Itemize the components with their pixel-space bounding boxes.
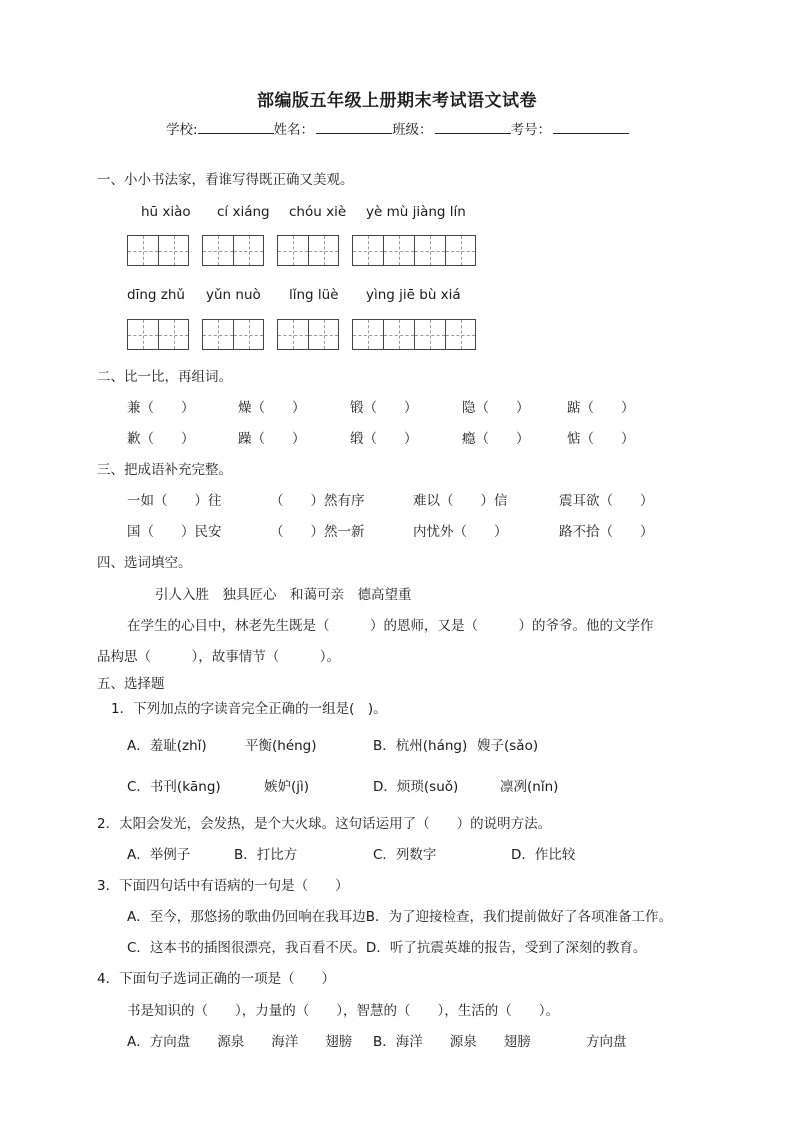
pinyin: yè mù jiàng lín	[366, 204, 466, 220]
option-a[interactable]: A．羞耻(zhǐ)	[127, 738, 207, 754]
idiom: 难以（ ）信	[413, 493, 508, 509]
question-4: 4．下面句子选词正确的一项是（ ）	[97, 971, 336, 987]
class-blank[interactable]	[435, 121, 511, 134]
name-label: 姓名：	[273, 122, 315, 138]
pinyin: dīng zhǔ	[127, 287, 185, 303]
option-a-word2: 平衡(héng)	[245, 738, 317, 754]
section3-heading: 三、把成语补充完整。	[97, 462, 232, 478]
writing-grid[interactable]	[127, 235, 189, 266]
idiom: 国（ ）民安	[127, 524, 222, 540]
word-pair: 瘾（ ）	[462, 431, 530, 447]
writing-grid[interactable]	[352, 235, 476, 266]
writing-grid[interactable]	[202, 235, 264, 266]
idiom: 一如（ ）往	[127, 493, 222, 509]
option-b[interactable]: B．海洋 源泉 翅膀	[373, 1034, 531, 1050]
option-d[interactable]: D．烦琐(suǒ)	[373, 779, 459, 795]
option-a[interactable]: A．方向盘 源泉 海洋 翅膀	[127, 1034, 353, 1050]
writing-grid[interactable]	[352, 319, 476, 350]
pinyin: yǔn nuò	[206, 287, 261, 303]
option-b[interactable]: B．杭州(háng)	[373, 738, 468, 754]
word-pair: 缎（ ）	[350, 431, 418, 447]
question-2: 2．太阳会发光，会发热，是个大火球。这句话运用了（ ）的说明方法。	[97, 816, 552, 832]
option-d[interactable]: D．作比较	[511, 847, 576, 863]
question-4-sentence: 书是知识的（ ），力量的（ ），智慧的（ ），生活的（ ）。	[127, 1003, 559, 1019]
idiom: 内忧外（ ）	[413, 524, 508, 540]
idiom: 路不拾（ ）	[559, 524, 654, 540]
number-label: 考号：	[510, 122, 552, 138]
idiom: （ ）然有序	[270, 493, 365, 509]
question-3: 3．下面四句话中有语病的一句是（ ）	[97, 878, 349, 894]
number-blank[interactable]	[553, 121, 629, 134]
option-c-word2: 嫉妒(jì)	[264, 779, 310, 795]
idiom: 震耳欲（ ）	[559, 493, 654, 509]
section1-heading: 一、小小书法家，看谁写得既正确又美观。	[97, 172, 354, 188]
pinyin: chóu xiè	[289, 204, 347, 220]
options-cd[interactable]: C．这本书的插图很漂亮，我百看不厌。D．听了抗震英雄的报告，受到了深刻的教育。	[127, 940, 647, 956]
student-info-line	[166, 118, 629, 138]
pinyin: hū xiào	[141, 204, 191, 220]
word-bank: 引人入胜 独具匠心 和蔼可亲 德高望重	[155, 587, 412, 603]
option-c[interactable]: C．列数字	[373, 847, 437, 863]
word-pair: 隐（ ）	[462, 400, 530, 416]
name-blank[interactable]	[316, 121, 392, 134]
word-pair: 兼（ ）	[127, 400, 195, 416]
page-title: 部编版五年级上册期末考试语文试卷	[257, 91, 537, 111]
option-a[interactable]: A．举例子	[127, 847, 191, 863]
pinyin: cí xiáng	[217, 204, 270, 220]
option-b[interactable]: B．打比方	[234, 847, 298, 863]
word-pair: 燥（ ）	[238, 400, 306, 416]
pinyin: lǐng lüè	[289, 287, 339, 303]
word-pair: 锻（ ）	[350, 400, 418, 416]
writing-grid[interactable]	[202, 319, 264, 350]
word-pair: 歉（ ）	[127, 431, 195, 447]
school-label: 学校:	[166, 122, 198, 138]
option-d-word2: 凛冽(nǐn)	[500, 779, 559, 795]
writing-grid[interactable]	[277, 235, 339, 266]
options-ab[interactable]: A．至今，那悠扬的歌曲仍回响在我耳边B．为了迎接检查，我们提前做好了各项准备工作。	[127, 909, 672, 925]
word-pair: 踮（ ）	[567, 400, 635, 416]
option-b-word4: 方向盘	[586, 1034, 627, 1050]
question-1: 1．下列加点的字读音完全正确的一组是( )。	[111, 701, 387, 717]
word-pair: 躁（ ）	[238, 431, 306, 447]
class-label: 班级：	[392, 122, 433, 138]
option-b-word2: 嫂子(sǎo)	[477, 738, 539, 754]
fill-sentence: 品构思（ ），故事情节（ ）。	[97, 649, 340, 665]
section4-heading: 四、选词填空。	[97, 555, 192, 571]
writing-grid[interactable]	[127, 319, 189, 350]
word-pair: 惦（ ）	[567, 431, 635, 447]
section5-heading: 五、选择题	[97, 676, 165, 692]
pinyin: yìng jiē bù xiá	[366, 287, 461, 303]
school-blank[interactable]	[198, 121, 274, 134]
fill-sentence: 在学生的心目中，林老先生既是（ ）的恩师，又是（ ）的爷爷。他的文学作	[127, 618, 654, 634]
section2-heading: 二、比一比，再组词。	[97, 369, 232, 385]
idiom: （ ）然一新	[270, 524, 365, 540]
writing-grid[interactable]	[277, 319, 339, 350]
option-c[interactable]: C．书刊(kāng)	[127, 779, 221, 795]
